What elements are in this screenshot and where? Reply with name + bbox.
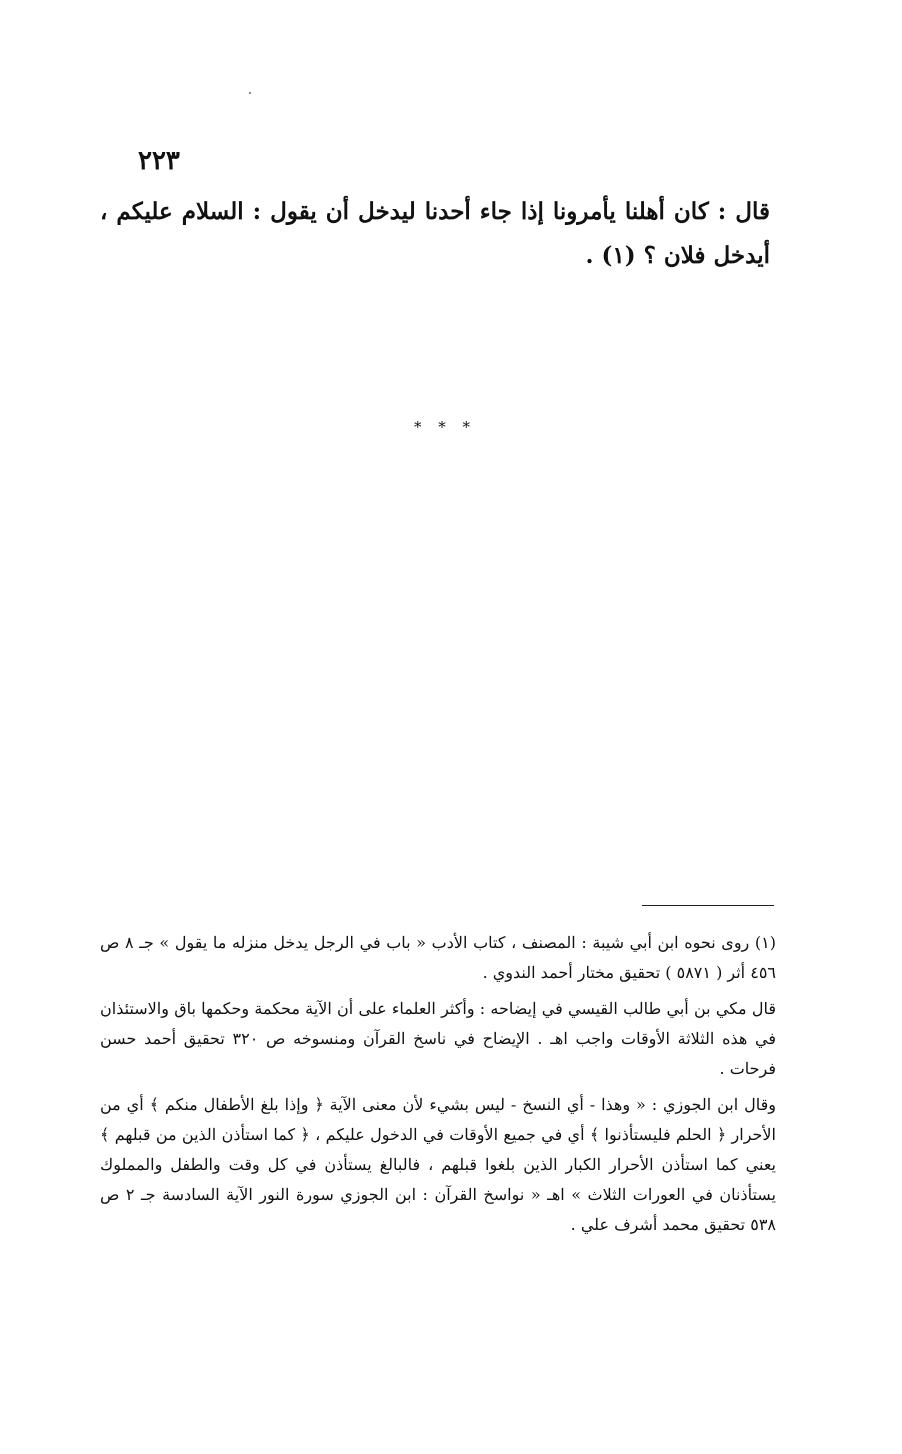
section-separator: * * * [413, 418, 477, 436]
footnote-divider [642, 905, 774, 906]
footnote-note-makki: قال مكي بن أبي طالب القيسي في إيضاحه : وأكثر العلماء على أن الآية محكمة وحكمها باق والاستئذان في هذه الثلاثة الأوقات واجب اهـ . الإيضاح في ناسخ القرآن ومنسوخه ص ٣٢٠ تحقيق أحمد حسن فرحات . [100, 999, 777, 1078]
footnotes-section [100, 928, 776, 1246]
page-number: ٢٢٣ [138, 146, 180, 176]
main-paragraph: قال : كان أهلنا يأمرونا إذا جاء أحدنا ليدخل أن يقول : السلام عليكم ، أيدخل فلان ؟ (١) . [100, 198, 770, 269]
stray-mark [249, 92, 251, 94]
footnote-1: (١) روى نحوه ابن أبي شيبة : المصنف ، كتاب الأدب « باب في الرجل يدخل منزله ما يقول » جـ ٨ ص ٤٥٦ أثر ( ٥٨٧١ ) تحقيق مختار أحمد الندوي . [100, 933, 776, 982]
footnote-note-ibn-aljawzi: وقال ابن الجوزي : « وهذا - أي النسخ - ليس بشيء لأن معنى الآية ﴿ وإذا بلغ الأطفال منكم ﴾ أي من الأحرار ﴿ الحلم فليستأذنوا ﴾ أي في جميع الأوقات في الدخول عليكم ، ﴿ كما استأذن الذين من قبلهم ﴾ يعني كما استأذن الأحرار الكبار الذين بلغوا قبلهم ، فالبالغ يستأذن في كل وقت والطفل والمملوك يستأذنان في العورات الثلاث » اهـ « نواسخ القرآن : ابن الجوزي سورة النور الآية السادسة جـ ٢ ص ٥٣٨ تحقيق محمد أشرف علي . [100, 1095, 777, 1234]
